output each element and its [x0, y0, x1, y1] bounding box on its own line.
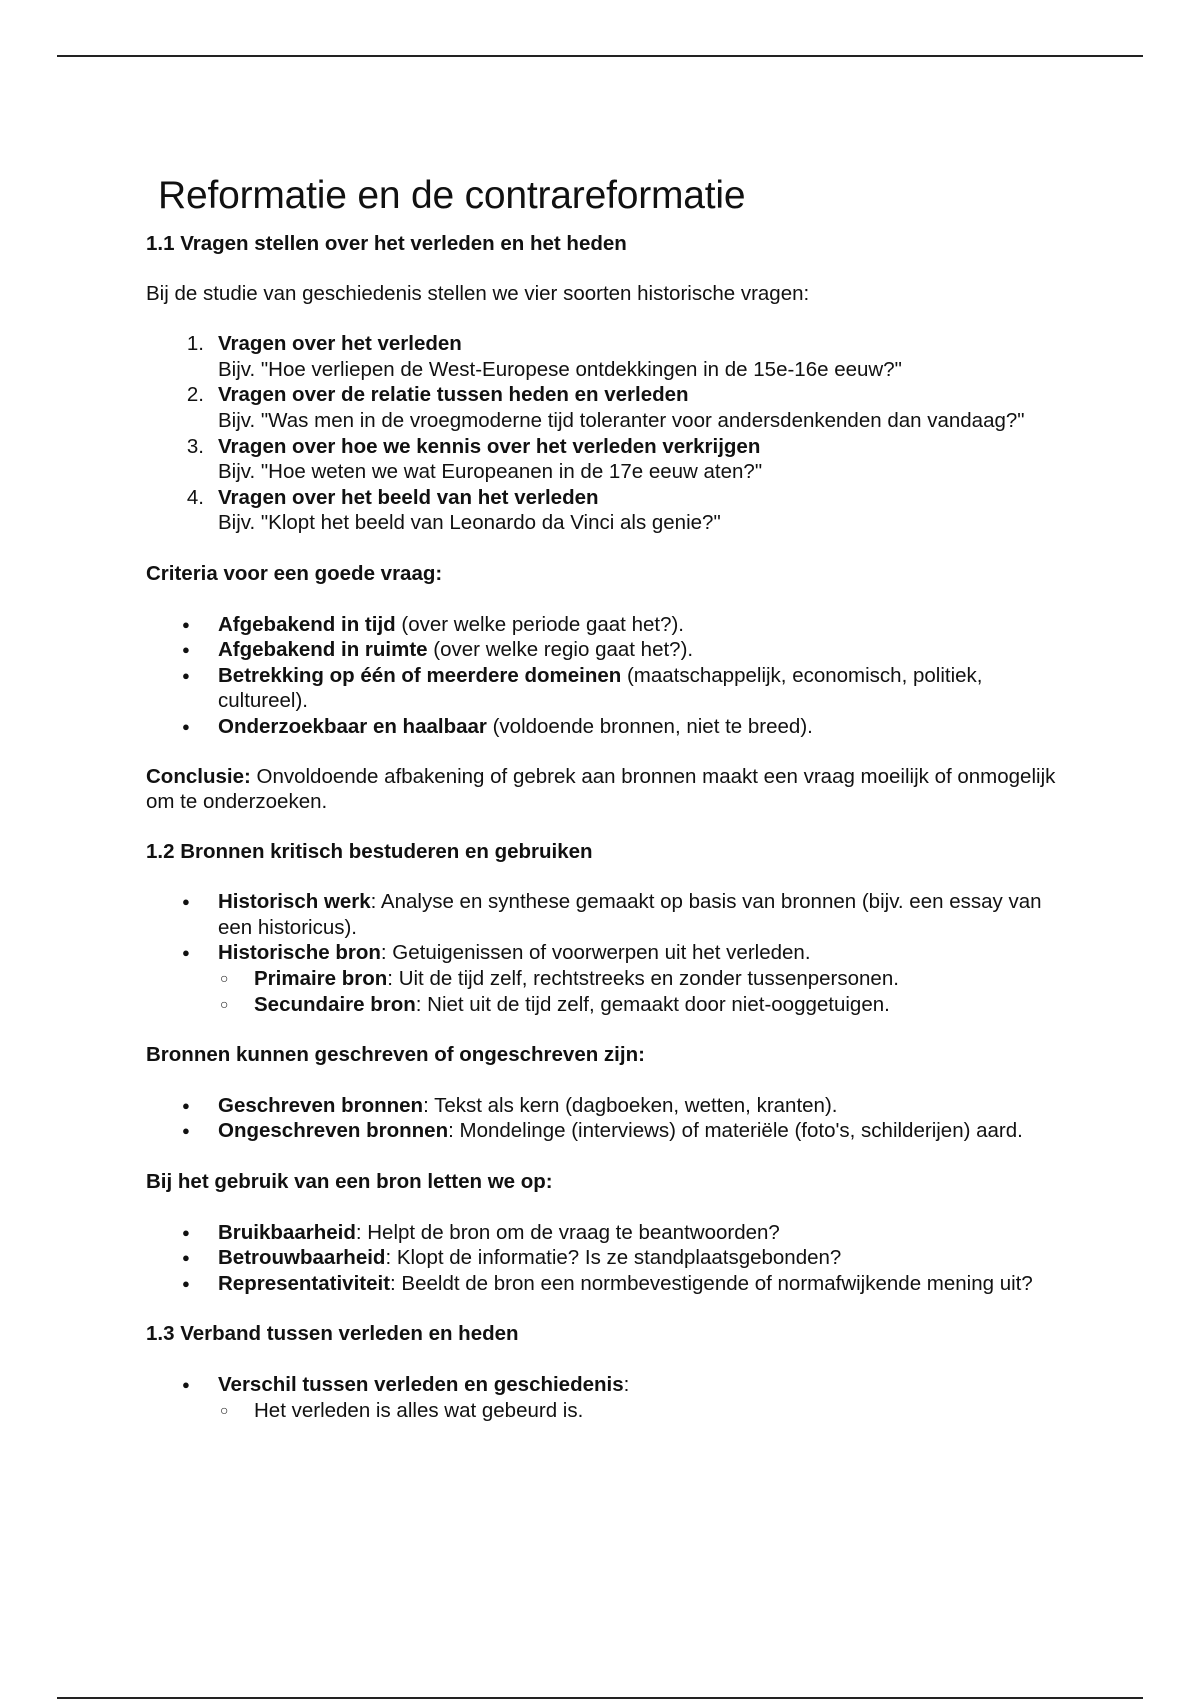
sources-list — [146, 889, 1076, 1017]
source-subtypes-list — [218, 966, 1076, 1017]
source-usage-list — [146, 1220, 1076, 1297]
top-rule — [57, 55, 1143, 57]
list-item: ● Ongeschreven bronnen: Mondelinge (interviews) of materiële (foto's, schilderijen) aard. — [146, 1118, 1076, 1144]
list-item: ● Afgebakend in tijd (over welke periode gaat het?). — [146, 612, 1076, 638]
criteria-heading: Criteria voor een goede vraag: — [146, 561, 443, 585]
list-item: 1. Vragen over het verleden Bijv. "Hoe verliepen de West-Europese ontdekkingen in de 15e-16e eeuw?" — [186, 332, 902, 381]
list-item: ● Betrekking op één of meerdere domeinen (maatschappelijk, economisch, politiek, cultureel). — [146, 663, 1076, 714]
list-item: ● Onderzoekbaar en haalbaar (voldoende bronnen, niet te breed). — [146, 714, 1076, 740]
source-types-heading: Bronnen kunnen geschreven of ongeschreven zijn: — [146, 1043, 645, 1067]
list-item: 4. Vragen over het beeld van het verleden Bijv. "Klopt het beeld van Leonardo da Vinci als genie?" — [186, 485, 721, 535]
list-item: 3. Vragen over hoe we kennis over het verleden verkrijgen Bijv. "Hoe weten we wat Europeanen in de 17e eeuw aten?" — [186, 434, 763, 484]
criteria-list — [146, 612, 1076, 740]
intro-paragraph: Bij de studie van geschiedenis stellen we vier soorten historische vragen: — [146, 281, 810, 305]
section-heading-1-1: 1.1 Vragen stellen over het verleden en het heden — [146, 232, 627, 255]
list-item: ● Representativiteit: Beeldt de bron een normbevestigende of normafwijkende mening uit? — [146, 1271, 1076, 1297]
source-usage-heading: Bij het gebruik van een bron letten we op: — [146, 1170, 553, 1194]
list-item: 2. Vragen over de relatie tussen heden en verleden Bijv. "Was men in de vroegmoderne tijd toleranter voor andersdenkenden dan vandaag?" — [186, 383, 1025, 432]
past-history-sublist — [218, 1398, 1076, 1424]
list-item: ● Geschreven bronnen: Tekst als kern (dagboeken, wetten, kranten). — [146, 1093, 1076, 1119]
list-item: ● Verschil tussen verleden en geschiedenis: ○ Het verleden is alles wat gebeurd is. — [146, 1372, 1076, 1423]
document-page — [146, 170, 1076, 1423]
list-item: ○ Het verleden is alles wat gebeurd is. — [218, 1398, 1076, 1424]
list-item: ● Afgebakend in ruimte (over welke regio gaat het?). — [146, 637, 1076, 663]
list-item: ● Historische bron: Getuigenissen of voorwerpen uit het verleden. ○ Primaire bron: Uit de tijd zelf, rechtstreeks en zonder tussenpersonen. ○ Secundaire bron: Niet uit de tijd zelf, gemaakt door niet-ooggetuigen. — [146, 940, 1076, 1017]
list-item: ● Bruikbaarheid: Helpt de bron om de vraag te beantwoorden? — [146, 1220, 1076, 1246]
source-types-list — [146, 1093, 1076, 1144]
list-item: ● Historisch werk: Analyse en synthese gemaakt op basis van bronnen (bijv. een essay van een historicus). — [146, 889, 1076, 940]
question-types-list — [146, 331, 1076, 536]
bottom-rule — [57, 1697, 1143, 1699]
document-title: Reformatie en de contrareformatie — [158, 174, 746, 217]
past-history-list — [146, 1372, 1076, 1423]
section-heading-1-2: 1.2 Bronnen kritisch bestuderen en gebruiken — [146, 839, 593, 863]
conclusion-paragraph: Conclusie: Onvoldoende afbakening of gebrek aan bronnen maakt een vraag moeilijk of onmogelijk om te onderzoeken. — [146, 764, 1056, 814]
list-item: ● Betrouwbaarheid: Klopt de informatie? Is ze standplaatsgebonden? — [146, 1245, 1076, 1271]
list-item: ○ Primaire bron: Uit de tijd zelf, rechtstreeks en zonder tussenpersonen. — [218, 966, 1076, 992]
section-heading-1-3: 1.3 Verband tussen verleden en heden — [146, 1322, 519, 1346]
list-item: ○ Secundaire bron: Niet uit de tijd zelf, gemaakt door niet-ooggetuigen. — [218, 992, 1076, 1018]
